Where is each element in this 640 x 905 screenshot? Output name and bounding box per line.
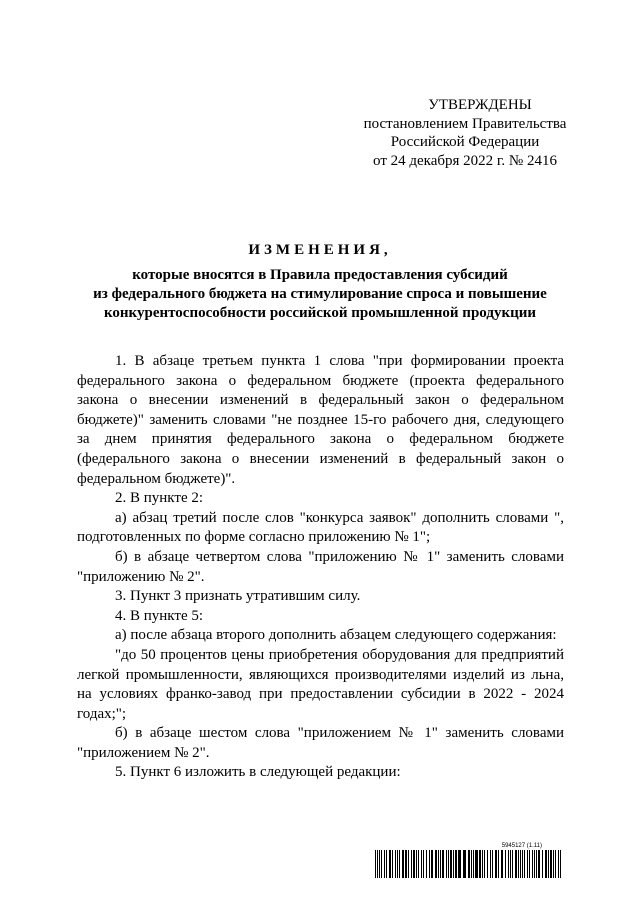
subtitle-line-2: из федерального бюджета на стимулирование спроса и повышение	[93, 286, 547, 302]
paragraph-6: 4. В пункте 5:	[115, 607, 204, 624]
document-subtitle	[60, 266, 580, 323]
paragraph-4: б) в абзаце четвертом слова "приложению № 1" заменить словами "приложению № 2".	[77, 548, 564, 585]
document-body	[77, 352, 564, 783]
barcode-image	[375, 850, 562, 878]
paragraph-9: б) в абзаце шестом слова "приложением № 1" заменить словами "приложением № 2".	[77, 725, 564, 761]
approval-line-1: постановлением Правительства	[363, 115, 567, 132]
paragraph-3: а) абзац третий после слов "конкурса заявок" дополнить словами ", подготовленных по форме согласно приложению № 1";	[77, 509, 564, 546]
subtitle-line-1: которые вносятся в Правила предоставления субсидий	[132, 267, 508, 283]
paragraph-8: "до 50 процентов цены приобретения оборудования для предприятий легкой промышленности, являющихся производителями изделий из льна, на условиях франко-завод при предоставлении субсидии в 2022 - 2024 годах;";	[77, 646, 564, 722]
approval-line-3: от 24 декабря 2022 г. № 2416	[373, 152, 557, 169]
paragraph-5: 3. Пункт 3 признать утратившим силу.	[115, 588, 361, 605]
paragraph-7: а) после абзаца второго дополнить абзацем следующего содержания:	[115, 627, 557, 644]
document-title: ИЗМЕНЕНИЯ,	[248, 242, 392, 258]
document-code: 5945127 (1.11)	[501, 843, 542, 849]
approval-line-2: Российской Федерации	[390, 134, 540, 150]
paragraph-2: 2. В пункте 2:	[115, 490, 204, 507]
paragraph-10: 5. Пункт 6 изложить в следующей редакции:	[115, 764, 401, 781]
subtitle-line-3: конкурентоспособности российской промышленной продукции	[103, 305, 537, 321]
paragraph-1: 1. В абзаце третьем пункта 1 слова "при формировании проекта федерального закона о федеральном бюджете (проекта федерального закона о внесении изменений в федеральный закон о федеральном бюджете)" заменить словами "не позднее 15-го рабочего дня, следующего за днем принятия федерального закона о федеральном бюджете (федерального закона о внесении изменений в федеральный закон о федеральном бюджете)".	[77, 353, 564, 487]
approval-block	[345, 96, 585, 170]
approval-heading: УТВЕРЖДЕНЫ	[428, 97, 532, 113]
